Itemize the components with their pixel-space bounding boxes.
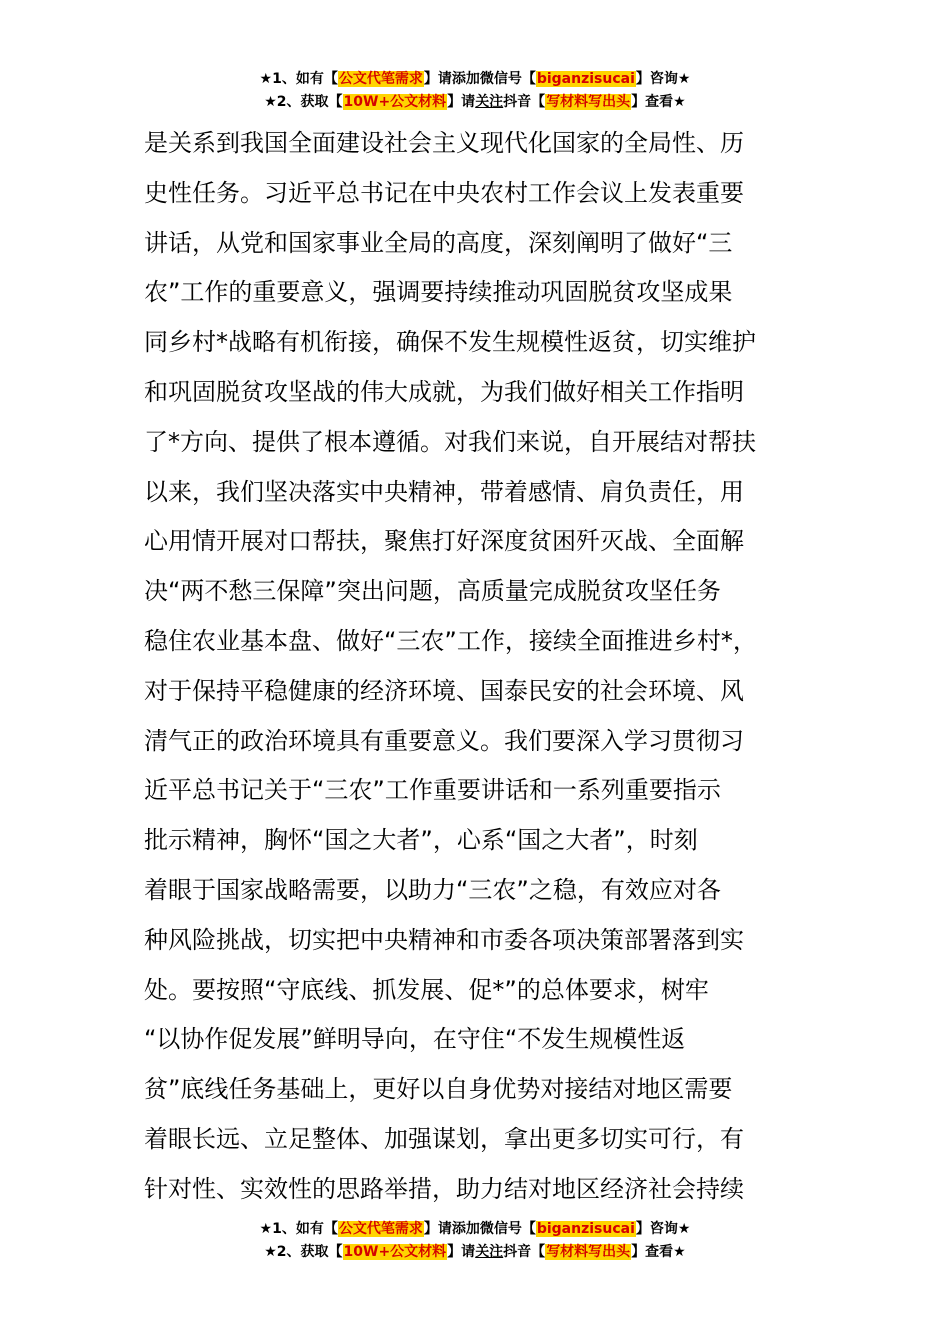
text-line: 心用情开展对口帮扶，聚焦打好深度贫困歼灭战、全面解 <box>144 527 744 556</box>
text-line: 贫”底线任务基础上，更好以自身优势对接结对地区需要 <box>144 1075 733 1104</box>
text-line: 以来，我们坚决落实中央精神，带着感情、肩负责任，用 <box>144 477 744 506</box>
text-line: 针对性、实效性的思路举措，助力结对地区经济社会持续 <box>144 1174 744 1203</box>
notice-line-2: ★2、获取【10W+公文材料】请关注抖音【写材料写出头】查看★ <box>264 1244 686 1260</box>
text-line: 同乡村*战略有机衔接，确保不发生规模性返贫，切实维护 <box>144 328 756 357</box>
text-line: “以协作促发展”鲜明导向，在守住“不发生规模性返 <box>144 1025 686 1054</box>
footer-notice <box>0 1218 950 1264</box>
highlight-service: 公文代笔需求 <box>338 1221 423 1237</box>
text-line: 着眼于国家战略需要，以助力“三农”之稳，有效应对各 <box>144 875 721 904</box>
highlight-service: 公文代笔需求 <box>338 71 423 87</box>
text-line: 种风险挑战，切实把中央精神和市委各项决策部署落到实 <box>144 925 744 954</box>
document-body <box>144 119 834 1215</box>
text-line: 和巩固脱贫攻坚战的伟大成就，为我们做好相关工作指明 <box>144 377 744 406</box>
text-line: 着眼长远、立足整体、加强谋划，拿出更多切实可行，有 <box>144 1124 744 1153</box>
highlight-materials: 10W+公文材料 <box>343 94 447 110</box>
highlight-wechat-id: biganzisucai <box>536 1221 635 1237</box>
notice-line-2: ★2、获取【10W+公文材料】请关注抖音【写材料写出头】查看★ <box>264 94 686 110</box>
highlight-wechat-id: biganzisucai <box>536 71 635 87</box>
text-line: 决“两不愁三保障”突出问题，高质量完成脱贫攻坚任务 <box>144 577 721 606</box>
highlight-douyin-account: 写材料写出头 <box>546 94 631 110</box>
text-line: 讲话，从党和国家事业全局的高度，深刻阐明了做好“三 <box>144 228 733 257</box>
text-line: 农”工作的重要意义，强调要持续推动巩固脱贫攻坚成果 <box>144 278 733 307</box>
text-line: 对于保持平稳健康的经济环境、国泰民安的社会环境、风 <box>144 676 744 705</box>
highlight-materials: 10W+公文材料 <box>343 1244 447 1260</box>
text-line: 史性任务。习近平总书记在中央农村工作会议上发表重要 <box>144 178 744 207</box>
text-line: 近平总书记关于“三农”工作重要讲话和一系列重要指示 <box>144 776 721 805</box>
text-line: 批示精神，胸怀“国之大者”，心系“国之大者”，时刻 <box>144 826 698 855</box>
notice-line-1: ★1、如有【公文代笔需求】请添加微信号【biganzisucai】咨询★ <box>259 71 691 87</box>
header-notice <box>0 68 950 114</box>
text-line: 是关系到我国全面建设社会主义现代化国家的全局性、历 <box>144 129 744 157</box>
text-line: 稳住农业基本盘、做好“三农”工作，接续全面推进乡村*， <box>144 626 757 655</box>
text-line: 清气正的政治环境具有重要意义。我们要深入学习贯彻习 <box>144 726 744 755</box>
text-line: 了*方向、提供了根本遵循。对我们来说，自开展结对帮扶 <box>144 427 756 456</box>
text-line: 处。要按照“守底线、抓发展、促*”的总体要求，树牢 <box>144 975 709 1004</box>
highlight-douyin-account: 写材料写出头 <box>546 1244 631 1260</box>
notice-line-1: ★1、如有【公文代笔需求】请添加微信号【biganzisucai】咨询★ <box>259 1221 691 1237</box>
